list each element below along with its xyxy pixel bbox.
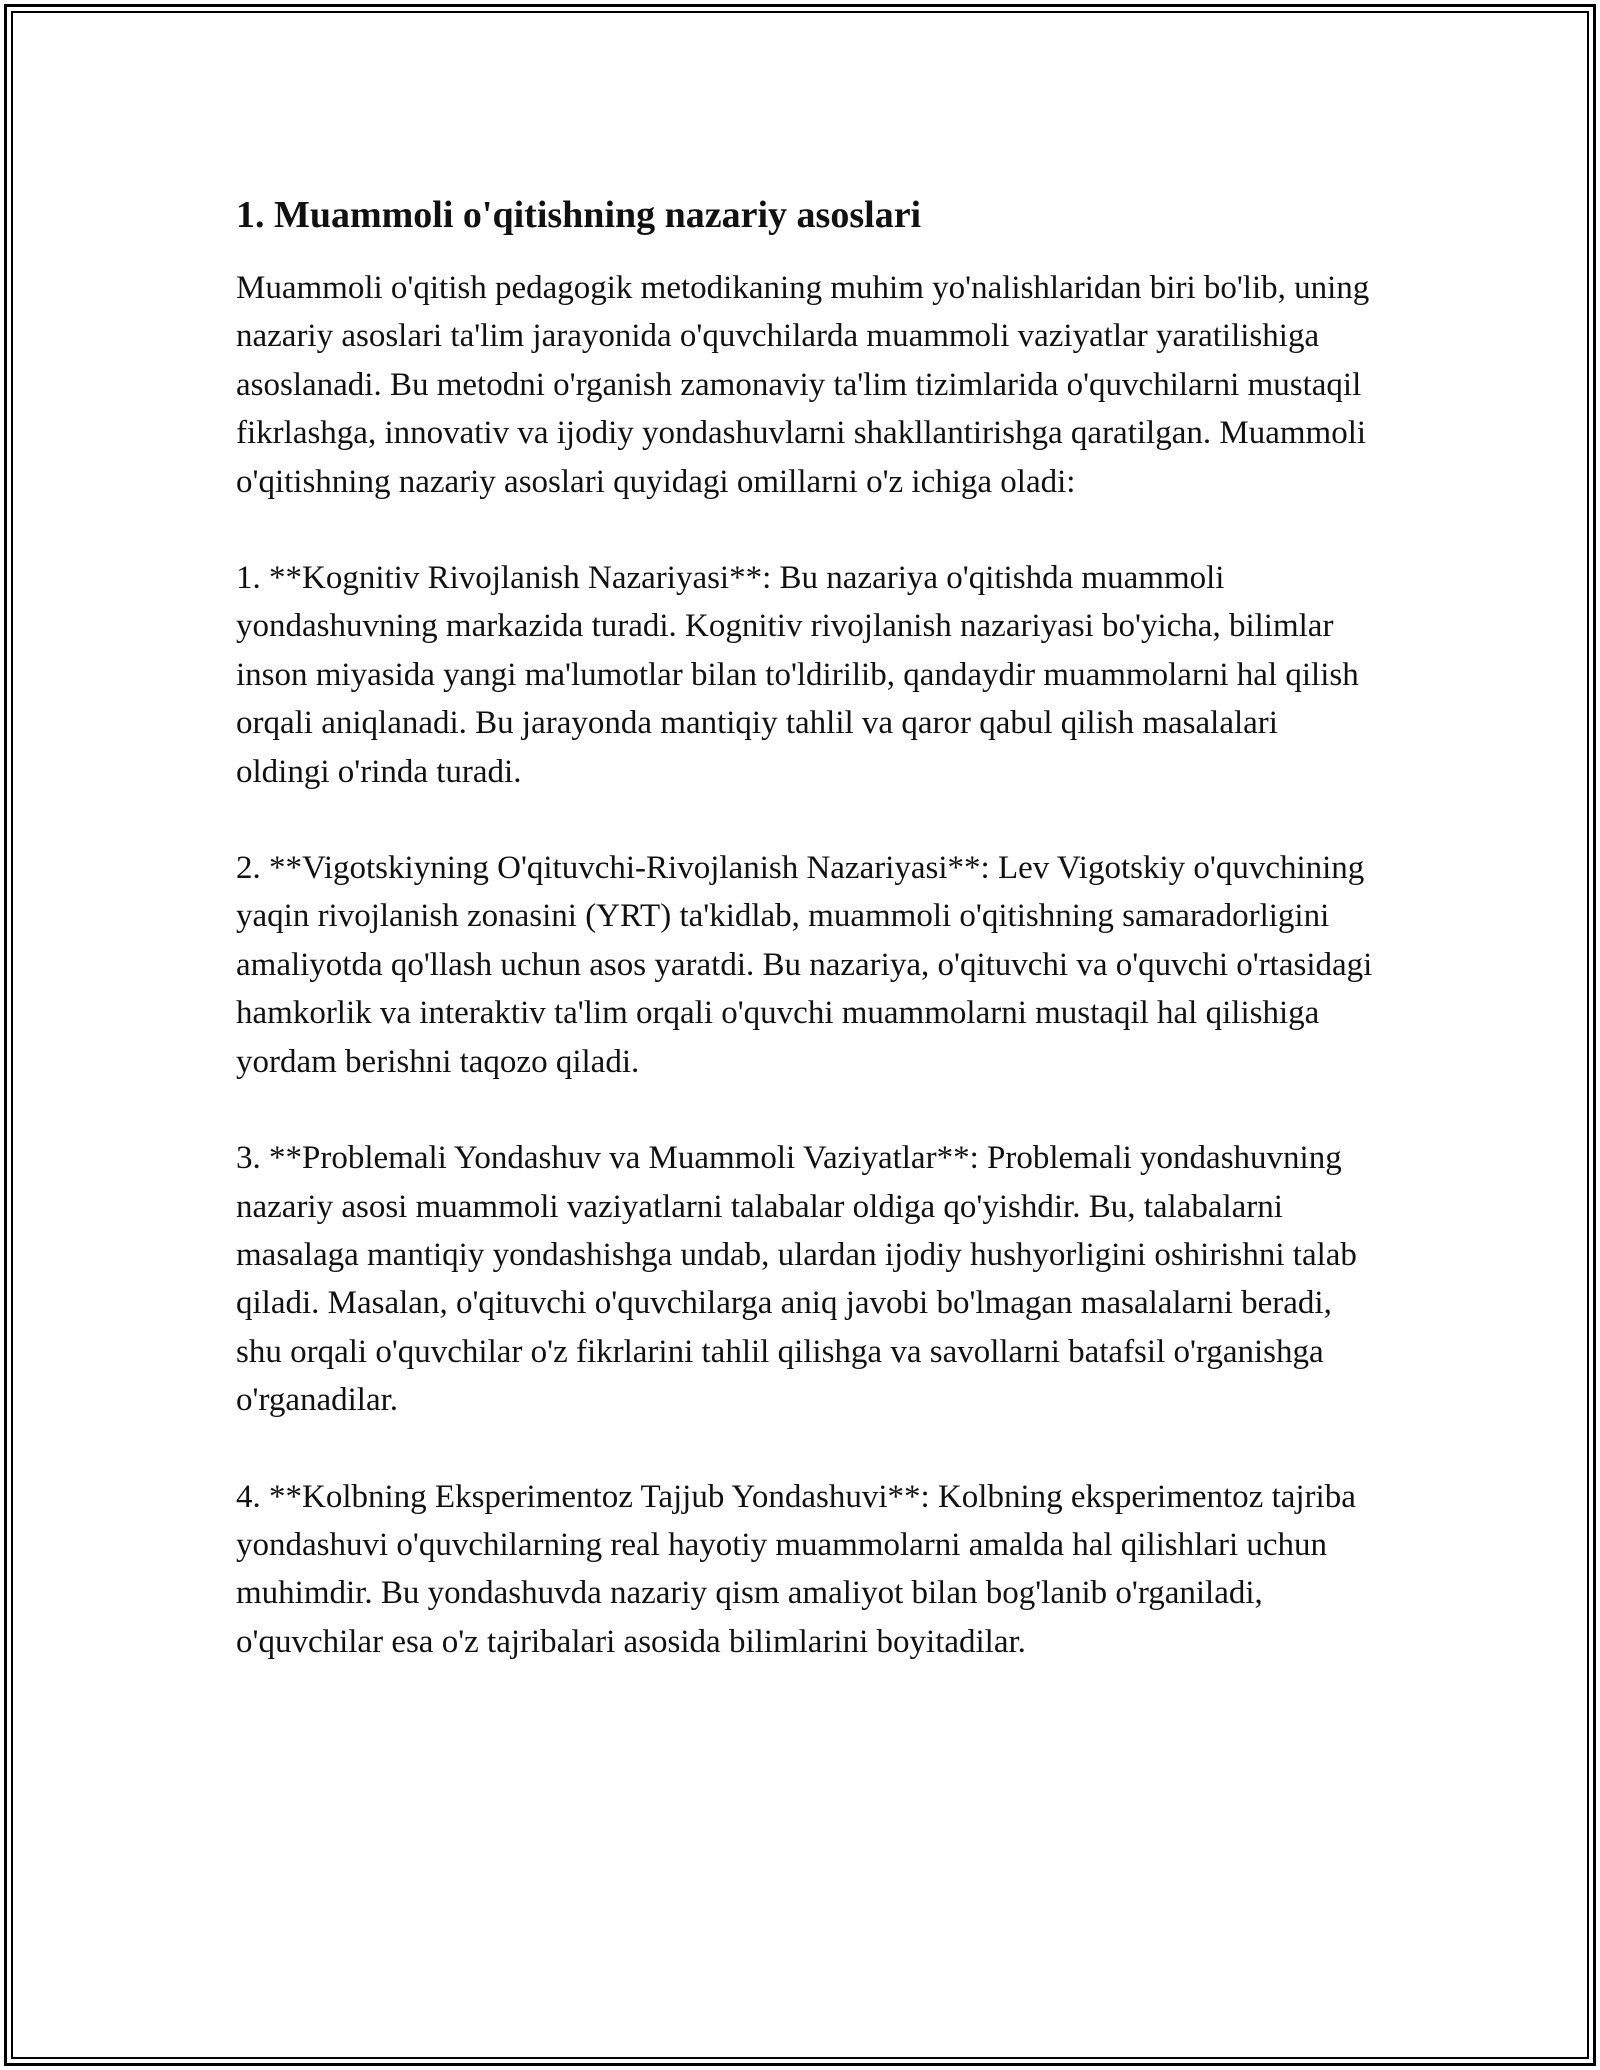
- document-body: [236, 188, 1376, 1714]
- list-item-kolb-approach: 4. **Kolbning Eksperimentoz Tajjub Yondashuvi**: Kolbning eksperimentoz tajriba yondashuvi o'quvchilarning real hayotiy muammolarni amalda hal qilishlari uchun muhimdir. Bu yondashuvda nazariy qism amaliyot bilan bog'lanib o'rganiladi, o'quvchilar esa o'z tajribalari asosida bilimlarini boyitadilar.: [236, 1478, 1356, 1660]
- section-title: 1. Muammoli o'qitishning nazariy asoslari: [236, 194, 922, 236]
- intro-paragraph: Muammoli o'qitish pedagogik metodikaning muhim yo'nalishlaridan biri bo'lib, uning nazariy asoslari ta'lim jarayonida o'quvchilarda muammoli vaziyatlar yaratilishiga asoslanadi. Bu metodni o'rganish zamonaviy ta'lim tizimlarida o'quvchilarni mustaqil fikrlashga, innovativ va ijodiy yondashuvlarni shakllantirishga qaratilgan. Muammoli o'qitishning nazariy asoslari quyidagi omillarni o'z ichiga oladi:: [236, 270, 1370, 500]
- list-item-cognitive-theory: 1. **Kognitiv Rivojlanish Nazariyasi**: Bu nazariya o'qitishda muammoli yondashuvning markazida turadi. Kognitiv rivojlanish nazariyasi bo'yicha, bilimlar inson miyasida yangi ma'lumotlar bilan to'ldirilib, qandaydir muammolarni hal qilish orqali aniqlanadi. Bu jarayonda mantiqiy tahlil va qaror qabul qilish masalalari oldingi o'rinda turadi.: [236, 560, 1359, 790]
- list-item-vygotsky-theory: 2. **Vigotskiyning O'qituvchi-Rivojlanish Nazariyasi**: Lev Vigotskiy o'quvchining yaqin rivojlanish zonasini (YRT) ta'kidlab, muammoli o'qitishning samaradorligini amaliyotda qo'llash uchun asos yaratdi. Bu nazariya, o'qituvchi va o'quvchi o'rtasidagi hamkorlik va interaktiv ta'lim orqali o'quvchi muammolarni mustaqil hal qilishiga yordam berishni taqozo qiladi.: [236, 850, 1373, 1080]
- list-item-problem-approach: 3. **Problemali Yondashuv va Muammoli Vaziyatlar**: Problemali yondashuvning nazariy asosi muammoli vaziyatlarni talabalar oldiga qo'yishdir. Bu, talabalarni masalaga mantiqiy yondashishga undab, ulardan ijodiy hushyorligini oshirishni talab qiladi. Masalan, o'qituvchi o'quvchilarga aniq javobi bo'lmagan masalalarni beradi, shu orqali o'quvchilar o'z fikrlarini tahlil qilishga va savollarni batafsil o'rganishga o'rganadilar.: [236, 1140, 1357, 1419]
